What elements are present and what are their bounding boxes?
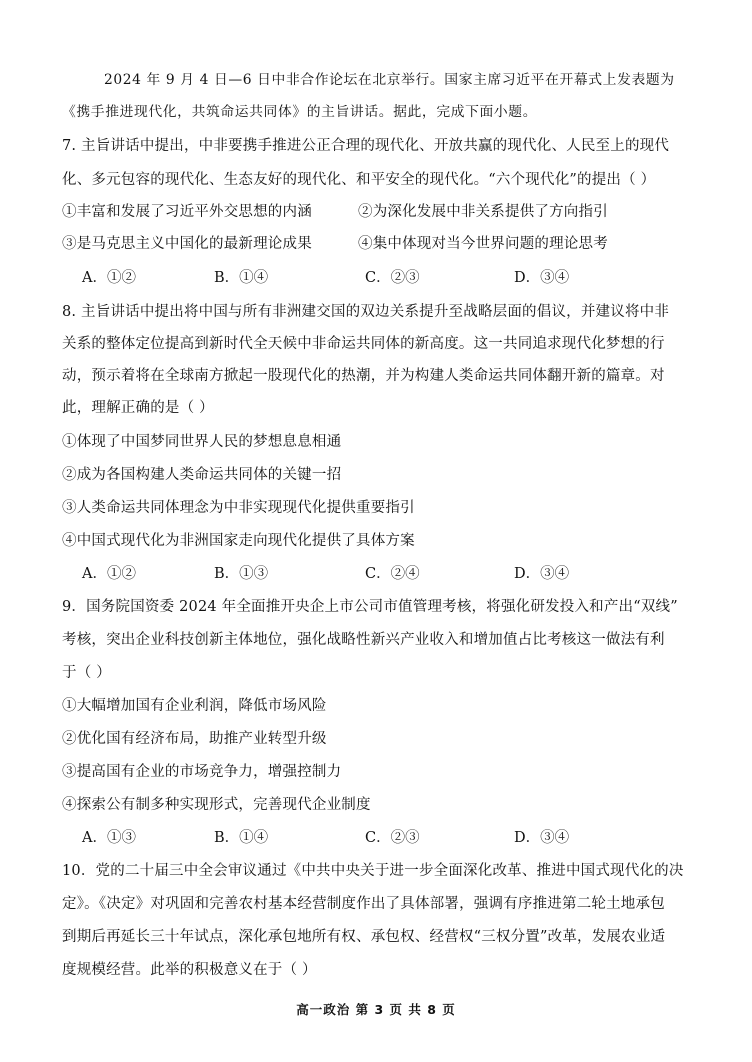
q8-stem-line-2: 关系的整体定位提高到新时代全天候中非命运共同体的新高度。这一共同追求现代化梦想的行 [62,336,665,352]
page-footer: 高一政治 第 3 页 共 8 页 [296,1002,456,1017]
q7-item-4: ④集中体现对当今世界问题的理论思考 [358,236,608,252]
q9-option-d[interactable]: D．③④ [514,830,570,846]
q9-item-4: ④探索公有制多种实现形式，完善现代企业制度 [62,797,371,813]
q8-option-c[interactable]: C．②④ [365,566,420,582]
q8-item-2: ②成为各国构建人类命运共同体的关键一招 [62,467,342,483]
q8-option-a[interactable]: A．①② [82,566,136,582]
q10-stem-line-4: 度规模经营。此举的积极意义在于（ ） [62,962,317,978]
q8-option-d[interactable]: D．③④ [514,566,570,582]
q9-option-c[interactable]: C．②③ [365,830,420,846]
q9-item-2: ②优化国有经济布局，助推产业转型升级 [62,731,327,747]
q7-stem-line-2: 化、多元包容的现代化、生态友好的现代化、和平安全的现代化。“六个现代化”的提出（ ） [62,172,656,188]
q8-item-4: ④中国式现代化为非洲国家走向现代化提供了具体方案 [62,533,415,549]
q8-item-3: ③人类命运共同体理念为中非实现现代化提供重要指引 [62,500,415,516]
q7-option-a[interactable]: A．①② [82,270,136,286]
q10-stem-line-2: 定》。《决定》对巩固和完善农村基本经营制度作出了具体部署，强调有序推进第二轮土地承包 [62,896,665,912]
q9-item-1: ①大幅增加国有企业利润，降低市场风险 [62,698,327,714]
q9-item-3: ③提高国有企业的市场竞争力，增强控制力 [62,764,342,780]
q7-items-row-1 [62,202,702,222]
q8-stem-line-4: 此，理解正确的是（ ） [62,400,214,416]
q9-stem-line-1: 9．国务院国资委 2024 年全面推开央企上市公司市值管理考核，将强化研发投入和产出“双线” [62,599,678,615]
q8-option-b[interactable]: B．①③ [214,566,269,582]
q9-option-b[interactable]: B．①④ [214,830,269,846]
q7-item-3: ③是马克思主义中国化的最新理论成果 [62,236,312,252]
q8-stem-line-1: 8. 主旨讲话中提出将中国与所有非洲建交国的双边关系提升至战略层面的倡议，并建议将中非 [62,304,670,320]
q8-stem-line-3: 动，预示着将在全球南方掀起一股现代化的热潮，并为构建人类命运共同体翻开新的篇章。对 [62,368,665,384]
q9-stem-line-2: 考核，突出企业科技创新主体地位，强化战略性新兴产业收入和增加值占比考核这一做法有利 [62,632,665,648]
q9-stem-line-3: 于（ ） [62,665,111,681]
intro-line-1: 2024 年 9 月 4 日—6 日中非合作论坛在北京举行。国家主席习近平在开幕式上发表题为 [104,72,675,88]
q7-item-2: ②为深化发展中非关系提供了方向指引 [358,204,608,220]
q10-stem-line-3: 到期后再延长三十年试点，深化承包地所有权、承包权、经营权“三权分置”改革，发展农业适 [62,929,666,945]
q7-option-c[interactable]: C．②③ [365,270,420,286]
q7-option-d[interactable]: D．③④ [514,270,570,286]
intro-line-2: 《携手推进现代化，共筑命运共同体》的主旨讲话。据此，完成下面小题。 [62,104,538,120]
q7-option-b[interactable]: B．①④ [214,270,269,286]
q7-stem-line-1: 7. 主旨讲话中提出，中非要携手推进公正合理的现代化、开放共赢的现代化、人民至上的现代 [62,138,670,154]
q8-item-1: ①体现了中国梦同世界人民的梦想息息相通 [62,434,342,450]
q7-item-1: ①丰富和发展了习近平外交思想的内涵 [62,204,312,220]
q9-option-a[interactable]: A．①③ [82,830,136,846]
q10-stem-line-1: 10．党的二十届三中全会审议通过《中共中央关于进一步全面深化改革、推进中国式现代化的决 [62,863,684,879]
q7-items-row-2 [62,234,702,254]
